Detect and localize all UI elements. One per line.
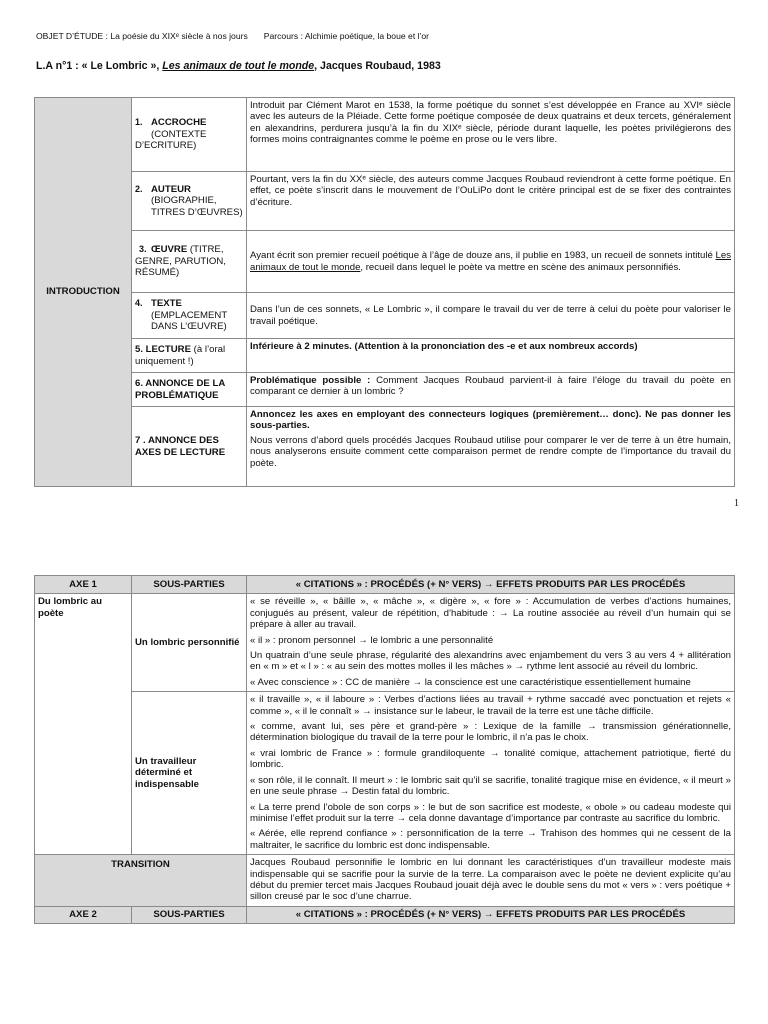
citation-paragraph: « vrai lombric de France » : formule grandiloquente → tonalité comique, attachement patriotique, fierté du lombric.	[250, 747, 731, 771]
citation-paragraph: « se réveille », « bâille », « mâche », « digère », « fore » : Accumulation de verbes d’actions humaines, conjugués au présent, valeur de répétition, d’habitude : → La routine associée au réveil d’un humain qui se prépare à aller au travail.	[250, 596, 731, 631]
sous-partie-2: Un travailleur déterminé et indispensable	[132, 692, 247, 855]
objet-etude: OBJET D’ÉTUDE : La poésie du XIXᵉ siècle à nos jours	[36, 31, 248, 41]
citation-paragraph: « Avec conscience » : CC de manière → la conscience est une caractéristique essentiellement humaine	[250, 676, 691, 688]
step-number: 1.	[135, 117, 143, 128]
transition-label: TRANSITION	[35, 855, 247, 907]
step-title: ŒUVRE	[151, 244, 188, 256]
step-auteur	[132, 172, 247, 231]
transition-text	[247, 855, 735, 907]
step-axes	[132, 407, 247, 487]
oeuvre-title-link: Les animaux de tout le monde	[250, 250, 731, 273]
sous-partie-1: Un lombric personnifié	[132, 594, 247, 692]
oeuvre-text-a: Ayant écrit son premier recueil poétique à l’âge de douze ans, il publie en 1983, un recueil de sonnets intitulé	[250, 250, 716, 262]
column-header-sous-parties-2: SOUS-PARTIES	[132, 906, 247, 923]
step-lecture	[132, 339, 247, 373]
step-title: 5. LECTURE	[135, 344, 191, 356]
citations-sous-partie-1	[247, 594, 735, 692]
citation-paragraph: « il » : pronom personnel → le lombric a une personnalité	[250, 634, 494, 646]
step-text-problematique	[247, 373, 735, 407]
step-subtitle: (CONTEXTE D’ECRITURE)	[135, 128, 207, 152]
column-header-citations-2: « CITATIONS » : PROCÉDÉS (+ N° VERS) → EFFETS PRODUITS PAR LES PROCÉDÉS	[247, 906, 735, 923]
column-header-citations: « CITATIONS » : PROCÉDÉS (+ N° VERS) → EFFETS PRODUITS PAR LES PROCÉDÉS	[247, 576, 735, 594]
citation-paragraph: « son rôle, il le connaît. Il meurt » : le lombric sait qu’il se sacrifie, tonalité tragique mise en évidence, « il meurt » en une seule phrase → Destin fatal du lombric.	[250, 774, 731, 798]
transition-paragraph: Jacques Roubaud personnifie le lombric en lui donnant les caractéristiques d’un travailleur modeste mais indispensable qui se sacrifie pour la survie de la terre. La comparaison avec le poète ne devient explicite qu’au début du premier tercet mais Jacques Roubaud jouait déjà avec le double sens du mot « vers » : vers poétique + sillon creusé par le soc d’une charrue.	[250, 857, 731, 903]
step-title: 7 . ANNONCE DES AXES DE LECTURE	[135, 435, 226, 458]
step-oeuvre	[132, 231, 247, 293]
step-title: ACCROCHE	[151, 117, 207, 129]
step-texte	[132, 293, 247, 339]
step-title: TEXTE	[151, 298, 182, 310]
step-subtitle: (à l’oral uniquement !)	[135, 344, 226, 367]
citations-sous-partie-2	[247, 692, 735, 855]
citation-paragraph: « La terre prend l’obole de son corps » : le but de son sacrifice est modeste, « obole » ou cadeau modeste qui minimise l’effet produit sur la terre → cela donne davantage d’importance par contraste au sacrifice du lombric.	[250, 801, 731, 824]
step-number: 3.	[139, 244, 147, 255]
axes-instruction: Annoncez les axes en employant des connecteurs logiques (premièrement… donc). Ne pas donner les sous-parties.	[250, 409, 731, 432]
oeuvre-text-b: , recueil dans lequel le poète va mettre en scène des animaux personnifiés.	[360, 261, 681, 273]
step-number: 2.	[135, 183, 143, 194]
axes-text: Nous verrons d’abord quels procédés Jacques Roubaud utilise pour comparer le ver de terre à un être humain, nous analyserons ensuite comment cette comparaison permet de rendre compte de l’importance du travail du poète.	[250, 434, 731, 469]
page-number: 1	[734, 498, 739, 509]
column-header-sous-parties: SOUS-PARTIES	[132, 576, 247, 594]
axe-1-table	[34, 575, 735, 924]
problematique-text: Comment Jacques Roubaud parvient-il à faire l’éloge du travail du poète en comparant ce dernier à un lombric ?	[250, 375, 732, 398]
lecture-analytique-title	[36, 60, 441, 72]
step-text-axes	[247, 407, 735, 487]
axe-1-title: Du lombric au poète	[35, 594, 132, 855]
citation-paragraph: Un quatrain d’une seule phrase, régularité des alexandrins avec enjambement du vers 3 au vers 4 + allitération en « m » et « l » : « au sein des mottes molles il les mâches » → rythme lent associé au réveil du lombric.	[250, 650, 731, 673]
step-title: 6. ANNONCE DE LA PROBLÉMATIQUE	[135, 378, 225, 401]
step-subtitle: (TITRE, GENRE, PARUTION, RÉSUMÉ)	[135, 244, 226, 279]
citation-paragraph: « il travaille », « il laboure » : Verbes d’actions liées au travail + rythme saccadé avec ponctuation et rejets « comme », « il le connaît » → insistance sur le labeur, le travail de la terre est une tâche difficile.	[250, 694, 731, 717]
step-accroche	[132, 98, 247, 172]
step-problematique	[132, 373, 247, 407]
step-title: AUTEUR	[151, 183, 191, 195]
introduction-table	[34, 97, 735, 487]
parcours: Parcours : Alchimie poétique, la boue et l’or	[263, 31, 430, 41]
la-title-suffix: , Jacques Roubaud, 1983	[314, 60, 441, 72]
step-text-oeuvre	[247, 231, 735, 293]
step-subtitle: (BIOGRAPHIE, TITRES D’ŒUVRES)	[151, 195, 243, 218]
document-header	[36, 31, 429, 41]
work-title: Les animaux de tout le monde	[162, 60, 315, 72]
citation-paragraph: « comme, avant lui, ses père et grand-père » : Lexique de la famille → transmission générationnelle, détermination biologique du travail de la terre pour le lombric, il n’a pas le choix.	[250, 721, 731, 744]
step-text-auteur: Pourtant, vers la fin du XXᵉ siècle, des auteurs comme Jacques Roubaud reviendront à cette forme poétique. En effet, ce poète s’inscrit dans le mouvement de l’OuLiPo dont le critère principal est de se fixer des contraintes d’écriture.	[247, 172, 735, 231]
step-text-texte: Dans l’un de ces sonnets, « Le Lombric », il compare le travail du ver de terre à celui du poète pour valoriser le travail poétique.	[247, 293, 735, 339]
column-header-axe: AXE 1	[35, 576, 132, 594]
introduction-label: INTRODUCTION	[35, 98, 132, 487]
problematique-label: Problématique possible :	[250, 375, 377, 386]
step-number: 4.	[135, 298, 143, 309]
step-text-accroche: Introduit par Clément Marot en 1538, la forme poétique du sonnet s’est développée en France au XVIᵉ siècle avec les auteurs de la Pléiade. Cette forme poétique composée de deux quatrains et deux tercets, généralement en alexandrins, perdurera jusqu’à la fin du XIXᵉ siècle, période durant laquelle, les poètes privilégierons des formes moins contraignantes comme le poème en prose ou le vers libre.	[247, 98, 735, 172]
step-subtitle: (EMPLACEMENT DANS L’ŒUVRE)	[151, 309, 228, 333]
step-text-lecture: Inférieure à 2 minutes. (Attention à la prononciation des -e et aux nombreux accords)	[247, 339, 735, 373]
column-header-axe-2: AXE 2	[35, 906, 132, 923]
citation-paragraph: « Aérée, elle reprend confiance » : personnification de la terre → Trahison des hommes qui ne cessent de la maltraiter, le sacrifice du lombric est donc indispensable.	[250, 828, 731, 851]
la-title-prefix: L.A n°1 : « Le Lombric »,	[36, 60, 163, 72]
